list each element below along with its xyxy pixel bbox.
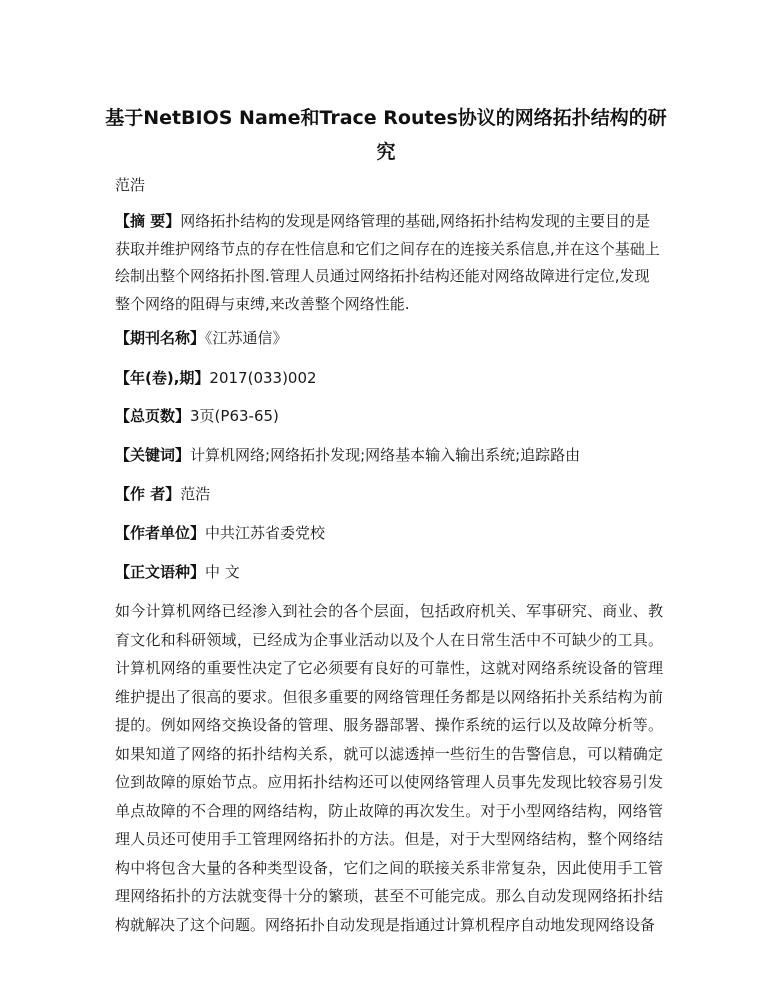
author-value: 范浩 [180,485,211,503]
journal-label: 【期刊名称】 [115,329,206,347]
paper-title: 基于NetBIOS Name和Trace Routes协议的网络拓扑结构的研究 [105,106,667,163]
author-label: 【作 者】 [115,485,181,503]
author-field [115,483,663,505]
affiliation-label: 【作者单位】 [115,524,206,542]
affiliation-value: 中共江苏省委党校 [205,524,326,542]
keywords-value: 计算机网络;网络拓扑发现;网络基本输入输出系统;追踪路由 [190,446,581,464]
author-byline: 范浩 [115,176,146,194]
total-pages-value: 3页(P63-65) [190,407,279,425]
abstract-text: 网络拓扑结构的发现是网络管理的基础,网络拓扑结构发现的主要目的是获取并维护网络节点的存在性信息和它们之间存在的连接关系信息,并在这个基础上绘制出整个网络拓扑图.管理人员通过网络拓扑结构还能对网络故障进行定位,发现整个网络的阻碍与束缚,来改善整个网络性能. [115,212,660,313]
language-label: 【正文语种】 [115,563,206,581]
body-paragraph: 如今计算机网络已经渗入到社会的各个层面，包括政府机关、军事研究、商业、教育文化和科研领域，已经成为企事业活动以及个人在日常生活中不可缺少的工具。计算机网络的重要性决定了它必须要有良好的可靠性，这就对网络系统设备的管理维护提出了很高的要求。但很多重要的网络管理任务都是以网络拓扑关系结构为前提的。例如网络交换设备的管理、服务器部署、操作系统的运行以及故障分析等。如果知道了网络的拓扑结构关系，就可以滤透掉一些衍生的告警信息，可以精确定位到故障的原始节点。应用拓扑结构还可以使网络管理人员事先发现比较容易引发单点故障的不合理的网络结构，防止故障的再次发生。对于小型网络结构，网络管理人员还可使用手工管理网络拓扑的方法。但是，对于大型网络结构，整个网络结构中将包含大量的各种类型设备，它们之间的联接关系非常复杂，因此使用手工管理网络拓扑的方法就变得十分的繁琐，甚至不可能完成。那么自动发现网络拓扑结构就解决了这个问题。网络拓扑自动发现是指通过计算机程序自动地发现网络设备 [115,602,663,934]
journal-value: 《江苏通信》 [205,329,288,347]
year-issue-label: 【年(卷),期】 [115,369,210,387]
abstract-label: 【摘 要】 [115,212,181,230]
abstract [115,208,663,318]
keywords-label: 【关键词】 [115,446,191,464]
language-field [115,561,663,583]
keywords-field [115,444,663,466]
affiliation-field [115,522,663,544]
journal-field [115,327,663,349]
year-issue-field [115,367,663,389]
total-pages-field [115,405,663,427]
language-value: 中 文 [205,563,240,581]
year-issue-value: 2017(033)002 [209,369,317,387]
total-pages-label: 【总页数】 [115,407,191,425]
